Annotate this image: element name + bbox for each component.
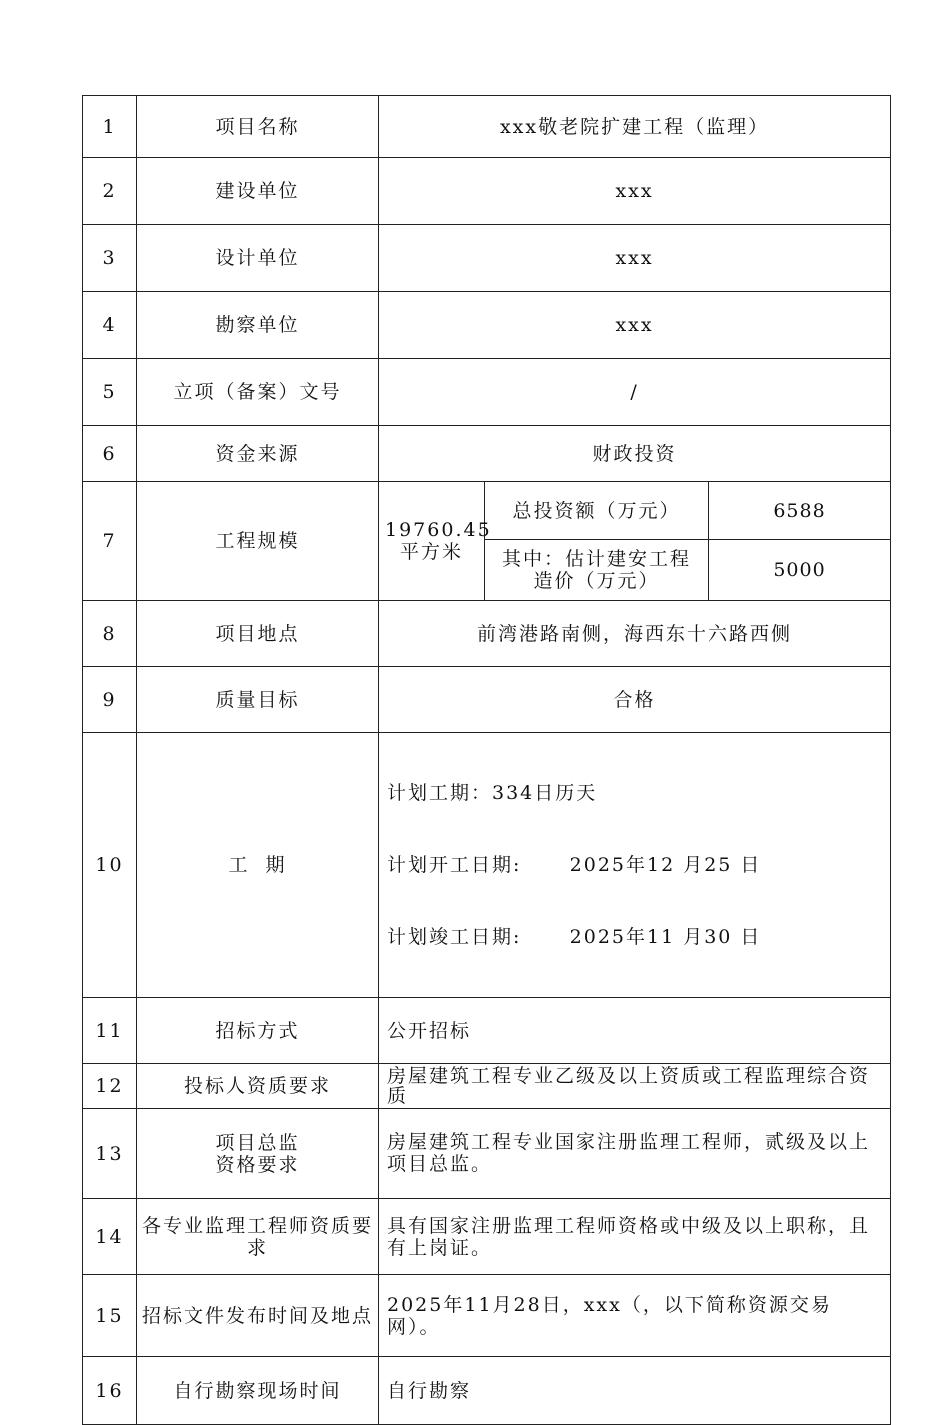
table-row xyxy=(83,1275,891,1357)
table-row xyxy=(83,733,891,998)
construction-cost-label: 其中：估计建安工程造价（万元） xyxy=(485,540,709,601)
row-number: 10 xyxy=(83,733,137,998)
row-number: 2 xyxy=(83,158,137,225)
row-label: 招标文件发布时间及地点 xyxy=(137,1275,379,1357)
row-label: 招标方式 xyxy=(137,998,379,1064)
row-value: xxx xyxy=(379,158,891,225)
row-label: 投标人资质要求 xyxy=(137,1064,379,1109)
row-value: 房屋建筑工程专业乙级及以上资质或工程监理综合资质 xyxy=(379,1064,891,1109)
construction-cost-value: 5000 xyxy=(709,540,891,601)
row-label xyxy=(137,1109,379,1199)
row-label: 资金来源 xyxy=(137,426,379,482)
row-label-line: 资格要求 xyxy=(215,1153,300,1176)
row-number: 3 xyxy=(83,225,137,292)
table-row xyxy=(83,158,891,225)
row-number: 8 xyxy=(83,601,137,667)
row-label: 项目名称 xyxy=(137,96,379,158)
schedule-duration: 计划工期：334日历天 xyxy=(387,782,598,804)
row-value: xxx敬老院扩建工程（监理） xyxy=(379,96,891,158)
scale-area: 19760.45平方米 xyxy=(379,482,485,601)
row-number: 15 xyxy=(83,1275,137,1357)
row-number: 9 xyxy=(83,667,137,733)
row-number: 14 xyxy=(83,1199,137,1275)
row-value: 合格 xyxy=(379,667,891,733)
row-label: 工程规模 xyxy=(137,482,379,601)
row-value: xxx xyxy=(379,292,891,359)
project-info-table xyxy=(82,95,891,1425)
row-value: 具有国家注册监理工程师资格或中级及以上职称，且有上岗证。 xyxy=(379,1199,891,1275)
table-row xyxy=(83,1357,891,1425)
row-value: 房屋建筑工程专业国家注册监理工程师，贰级及以上项目总监。 xyxy=(379,1109,891,1199)
row-label: 项目地点 xyxy=(137,601,379,667)
row-label: 立项（备案）文号 xyxy=(137,359,379,426)
row-label-line: 项目总监 xyxy=(215,1131,300,1154)
schedule-cell xyxy=(379,733,891,998)
row-label: 建设单位 xyxy=(137,158,379,225)
row-value: 财政投资 xyxy=(379,426,891,482)
table-row xyxy=(83,426,891,482)
row-number: 7 xyxy=(83,482,137,601)
row-number: 5 xyxy=(83,359,137,426)
total-investment-label: 总投资额（万元） xyxy=(485,482,709,540)
row-label: 质量目标 xyxy=(137,667,379,733)
row-number: 4 xyxy=(83,292,137,359)
table-row xyxy=(83,292,891,359)
row-label: 自行勘察现场时间 xyxy=(137,1357,379,1425)
row-value: 自行勘察 xyxy=(379,1357,891,1425)
row-number: 16 xyxy=(83,1357,137,1425)
row-value: 2025年11月28日，xxx（，以下简称资源交易网）。 xyxy=(379,1275,891,1357)
total-investment-value: 6588 xyxy=(709,482,891,540)
row-value: 公开招标 xyxy=(379,998,891,1064)
table-row xyxy=(83,1064,891,1109)
table-row xyxy=(83,667,891,733)
row-label: 设计单位 xyxy=(137,225,379,292)
row-value: xxx xyxy=(379,225,891,292)
row-label: 工 期 xyxy=(137,733,379,998)
row-label: 各专业监理工程师资质要求 xyxy=(137,1199,379,1275)
row-number: 12 xyxy=(83,1064,137,1109)
table-row xyxy=(83,482,891,540)
table-row xyxy=(83,1199,891,1275)
row-number: 1 xyxy=(83,96,137,158)
row-value: / xyxy=(379,359,891,426)
schedule-start: 计划开工日期: 2025年12 月25 日 xyxy=(387,854,762,876)
schedule-end: 计划竣工日期: 2025年11 月30 日 xyxy=(387,926,762,948)
row-value: 前湾港路南侧，海西东十六路西侧 xyxy=(379,601,891,667)
table-row xyxy=(83,601,891,667)
row-number: 6 xyxy=(83,426,137,482)
row-number: 13 xyxy=(83,1109,137,1199)
table-row xyxy=(83,1109,891,1199)
table-row xyxy=(83,96,891,158)
row-number: 11 xyxy=(83,998,137,1064)
table-row xyxy=(83,998,891,1064)
table-row xyxy=(83,225,891,292)
table-row xyxy=(83,359,891,426)
row-label: 勘察单位 xyxy=(137,292,379,359)
